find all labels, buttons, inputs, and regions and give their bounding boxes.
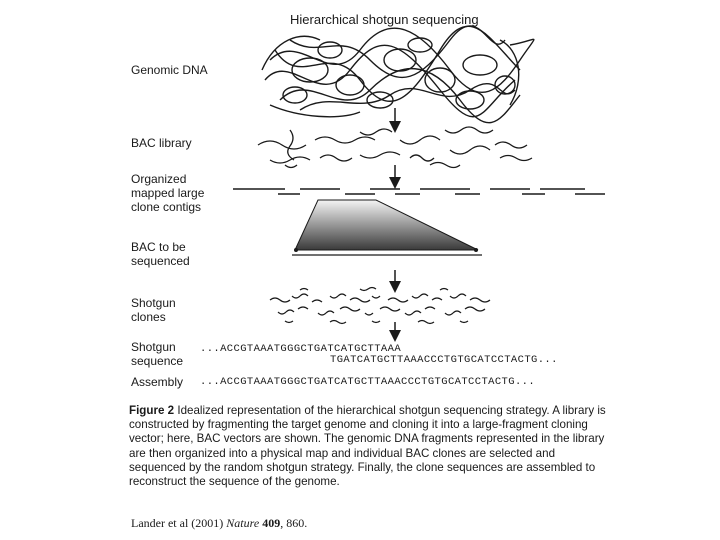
- bac-end-left: [294, 248, 298, 252]
- caption-text: Idealized representation of the hierarchical shotgun sequencing strategy. A library is constructed by fragmenting the target genome and cloning it into a large-fragment cloning vector; here, BAC vectors are shown. The genomic DNA fragments represented in the library are then organized into a physical map and individual BAC clones are selected and sequenced by the random shotgun strategy. Finally, the clone sequences are assembled to reconstruct the sequence of the genome.: [129, 404, 606, 489]
- sequence-assembly: ...ACCGTAAATGGGCTGATCATGCTTAAACCCTGTGCATCCTACTG...: [200, 376, 536, 388]
- genomic-dna-tangle: [262, 26, 534, 123]
- citation-pages: , 860.: [280, 516, 308, 530]
- label-shotgun-clones-line-2: clones: [131, 310, 166, 324]
- citation-journal: Nature: [226, 516, 260, 530]
- label-shotgun-clones-line-1: Shotgun: [131, 296, 176, 310]
- label-shotgun-sequence-line-2: sequence: [131, 354, 184, 368]
- label-bac-sequenced-line-2: sequenced: [131, 254, 190, 268]
- figure-caption: [129, 404, 609, 489]
- label-assembly: Assembly: [131, 375, 184, 389]
- label-shotgun-sequence-line-1: Shotgun: [131, 340, 176, 354]
- citation-volume: 409: [262, 516, 281, 530]
- label-bac-library: BAC library: [131, 136, 192, 150]
- sequence-read-1: ...ACCGTAAATGGGCTGATCATGCTTAAA: [200, 343, 402, 355]
- shotgun-clone-fragments: [270, 288, 490, 324]
- label-contigs-line-3: clone contigs: [131, 200, 202, 214]
- label-contigs-line-2: mapped large: [131, 186, 205, 200]
- label-genomic-dna: Genomic DNA: [131, 63, 208, 77]
- bac-end-right: [474, 248, 478, 252]
- citation-authors: Lander et al (2001): [131, 516, 224, 530]
- sequence-read-2: TGATCATGCTTAAACCCTGTGCATCCTACTG...: [330, 354, 558, 366]
- figure-label: Figure 2: [129, 404, 175, 417]
- bac-library-fragments: [258, 127, 532, 168]
- bac-sequenced-shape: [295, 200, 478, 250]
- label-contigs-line-1: Organized: [131, 172, 187, 186]
- diagram-title: Hierarchical shotgun sequencing: [290, 12, 479, 27]
- label-bac-sequenced-line-1: BAC to be: [131, 240, 186, 254]
- citation: [131, 516, 307, 531]
- clone-contigs: [233, 189, 605, 194]
